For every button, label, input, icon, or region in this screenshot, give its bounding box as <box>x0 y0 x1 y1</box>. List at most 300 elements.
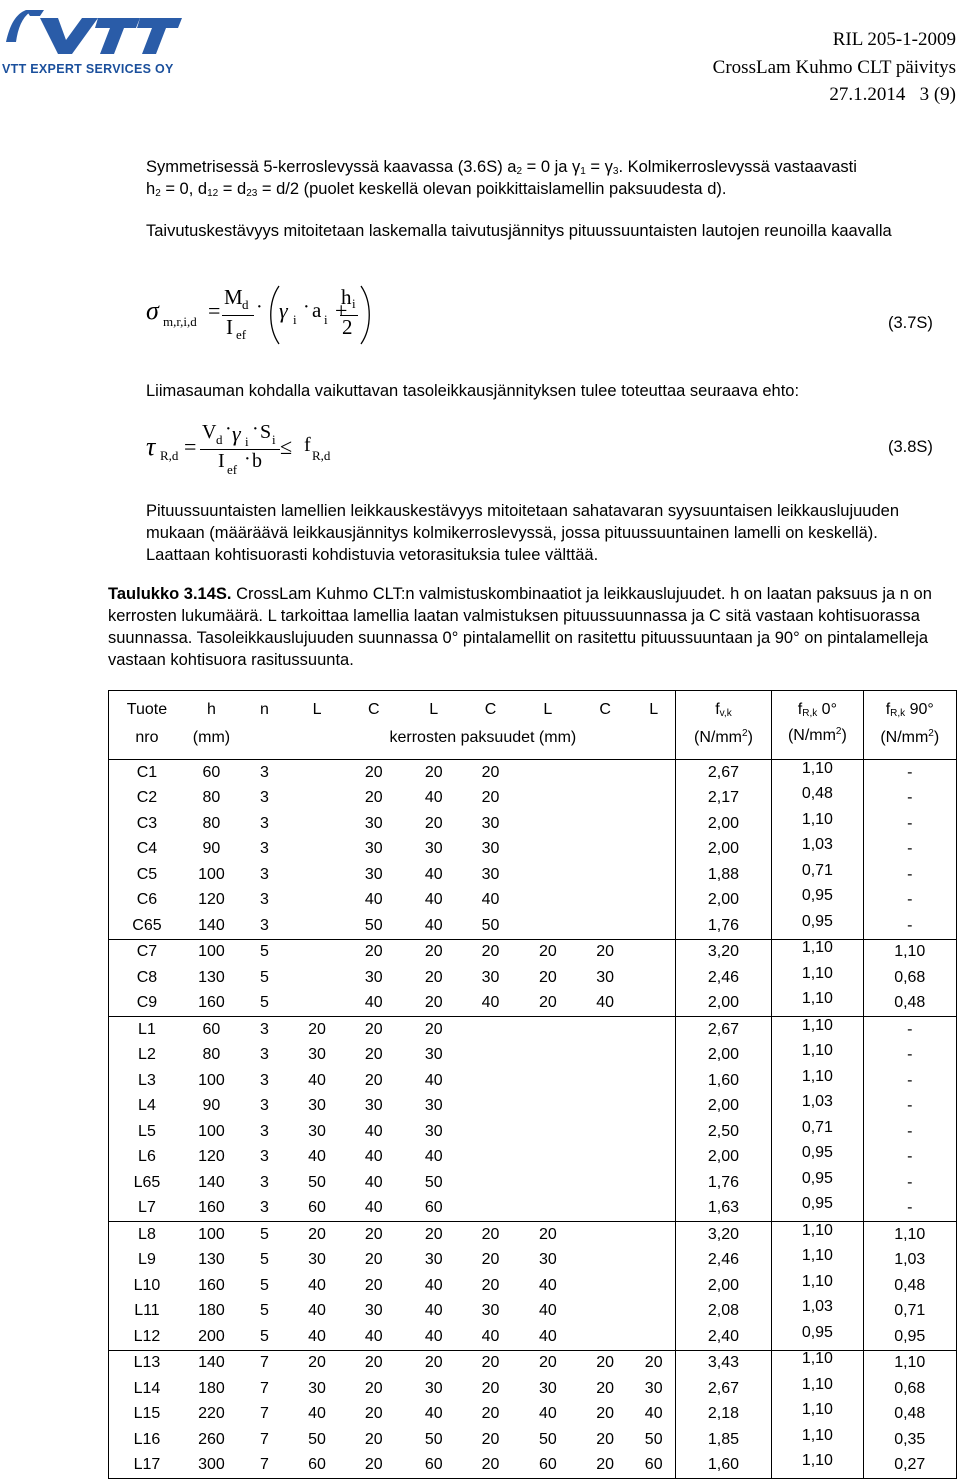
table-caption <box>108 583 948 671</box>
table-cell <box>578 1043 633 1069</box>
table-cell <box>633 1248 675 1274</box>
text: f <box>715 701 720 718</box>
th-l4: L <box>633 691 675 724</box>
vtt-logo-icon <box>0 4 190 60</box>
table-cell: L17 <box>109 1453 185 1479</box>
table-cell: 20 <box>364 763 383 781</box>
sub-ef: ef <box>227 462 238 477</box>
table-cell: 20 <box>424 968 443 986</box>
th-c3: C <box>578 691 633 724</box>
table-cell: 120 <box>198 1148 225 1166</box>
table-cell: 1,10 <box>772 1039 863 1065</box>
table-cell: 1,10 <box>772 1398 863 1424</box>
table-cell <box>633 1043 675 1069</box>
th-mm: (mm) <box>185 723 238 760</box>
date-page: 27.1.2014 3 (9) <box>829 84 956 105</box>
table-cell <box>578 1299 633 1325</box>
table-cell: 40 <box>308 1405 326 1423</box>
table-cell <box>633 888 675 914</box>
table-cell: 40 <box>364 891 383 909</box>
table-cell: 0,95 <box>863 1324 956 1350</box>
table-cell <box>633 786 675 812</box>
table-cell: 180 <box>198 1302 225 1320</box>
table-cell: 0,95 <box>772 1141 863 1167</box>
table-cell <box>633 1145 675 1171</box>
dot: · <box>244 448 251 470</box>
table-cell: 1,10 <box>772 1064 863 1090</box>
table-cell: 20 <box>364 1379 383 1397</box>
th-c1: C <box>343 691 405 724</box>
table-cell: 20 <box>364 1354 383 1372</box>
table-cell: 3,20 <box>675 1222 772 1248</box>
table-cell <box>578 760 633 786</box>
table-cell: 30 <box>538 1251 557 1269</box>
dot: · <box>225 418 232 440</box>
table-cell: 1,76 <box>675 913 772 939</box>
table-cell <box>463 1017 518 1043</box>
table-cell: 130 <box>198 968 225 986</box>
table-cell: 2,00 <box>675 837 772 863</box>
table-cell <box>291 965 343 991</box>
table-cell: L10 <box>109 1273 185 1299</box>
table-cell <box>633 939 675 965</box>
table-cell: 5 <box>260 968 269 986</box>
table-cell: 1,10 <box>863 939 956 965</box>
table-cell: C1 <box>109 760 185 786</box>
numerator-M: M <box>224 285 243 309</box>
table-cell: 140 <box>198 1173 225 1191</box>
th-unit-fr90 <box>863 723 956 760</box>
table-cell: 20 <box>481 1276 500 1294</box>
table-cell: L4 <box>109 1094 185 1120</box>
table-cell <box>578 1145 633 1171</box>
table-cell: 20 <box>481 763 500 781</box>
table-cell <box>518 1145 577 1171</box>
table-cell: 3 <box>260 1020 269 1038</box>
table-cell: 3 <box>260 789 269 807</box>
table-cell: 2,50 <box>675 1119 772 1145</box>
table-cell: 0,71 <box>863 1299 956 1325</box>
th-unit-fvk <box>675 723 772 760</box>
sub: 1 <box>580 166 586 177</box>
table-cell: 30 <box>364 968 383 986</box>
table-cell: 130 <box>198 1251 225 1269</box>
th-tuote: Tuote <box>109 691 185 724</box>
table-cell: 30 <box>481 865 500 883</box>
sub-i: i <box>293 312 297 327</box>
th-nro: nro <box>109 723 185 760</box>
table-cell: 3 <box>260 1173 269 1191</box>
table-cell: 1,10 <box>863 1222 956 1248</box>
text: (N/mm <box>787 727 836 744</box>
table-cell: 20 <box>424 1020 443 1038</box>
table-cell: 140 <box>198 1354 225 1372</box>
sigma-symbol: σ <box>146 296 159 325</box>
table-cell: L16 <box>109 1427 185 1453</box>
table-cell: 20 <box>481 1225 500 1243</box>
table-cell <box>578 811 633 837</box>
table-cell: 30 <box>424 1251 443 1269</box>
table-cell <box>633 1324 675 1350</box>
table-cell <box>463 1170 518 1196</box>
table-cell: 40 <box>405 1324 463 1350</box>
table-cell: 20 <box>308 1225 326 1243</box>
table-cell: 20 <box>596 943 615 961</box>
table-cell: 2,67 <box>675 1376 772 1402</box>
table-cell: 3 <box>260 1097 269 1115</box>
table-cell: 30 <box>424 840 443 858</box>
table-cell: 40 <box>424 789 443 807</box>
tau-symbol: τ <box>146 432 156 461</box>
table-cell: 40 <box>424 891 443 909</box>
paragraph-symmetry <box>146 156 946 200</box>
caption-text: CrossLam Kuhmo CLT:n valmistuskombinaatiot ja leikkauslujuudet. h on laatan paksuus ja n on kerrosten lukumäärä. L tarkoittaa lamellia laatan valmistuksen pituussuunnassa ja C sitä vastaan kohtisuorassa suunnassa. Tasoleikkauslujuuden suunnassa 0° pintalamellit on rasitettu pituussuuntaan ja 90° on pintalamelleja vastaan kohtisuora rasitussuunta. <box>108 585 932 669</box>
table-cell: 40 <box>538 1276 557 1294</box>
table-cell <box>633 1119 675 1145</box>
table-cell <box>578 1017 633 1043</box>
table-cell: 1,10 <box>772 987 863 1013</box>
table-cell: 30 <box>364 1302 383 1320</box>
table-cell <box>633 1273 675 1299</box>
table-cell: 40 <box>538 1405 557 1423</box>
table-cell: 1,10 <box>772 1449 863 1475</box>
table-cell: 80 <box>202 814 221 832</box>
vtt-logo <box>0 4 190 78</box>
text: f <box>885 701 891 718</box>
doc-ref: RIL 205-1-2009 <box>832 29 956 50</box>
text: ) <box>841 727 847 744</box>
table-cell: 1,10 <box>772 1244 863 1270</box>
gamma: γ <box>279 298 288 323</box>
table-cell <box>578 1170 633 1196</box>
h: h <box>341 285 352 309</box>
table-body <box>109 760 957 1479</box>
table-cell: 2,00 <box>675 1273 772 1299</box>
table-cell: 140 <box>185 913 238 939</box>
table-cell: 20 <box>644 1354 663 1372</box>
table-cell: C2 <box>109 786 185 812</box>
dot: · <box>256 296 263 318</box>
I: I <box>218 450 225 472</box>
table-cell: 60 <box>202 763 221 781</box>
table-cell: 20 <box>364 1020 383 1038</box>
table-cell: 20 <box>424 763 443 781</box>
table-cell <box>633 1222 675 1248</box>
table-cell: 20 <box>596 1430 615 1448</box>
table-cell: 1,10 <box>772 1269 863 1295</box>
document-header <box>713 26 956 109</box>
table-cell: 100 <box>198 865 225 883</box>
th-c2: C <box>463 691 518 724</box>
text: = d/2 (puolet keskellä olevan poikkittaislamellin paksuudesta d). <box>257 180 727 198</box>
table-cell: 7 <box>260 1354 269 1372</box>
table-cell: 1,10 <box>772 1372 863 1398</box>
text: h <box>146 180 156 198</box>
table-cell: 3 <box>260 891 269 909</box>
table-cell: 20 <box>463 1453 518 1479</box>
table-cell <box>578 862 633 888</box>
table-cell <box>291 913 343 939</box>
b: b <box>252 450 262 472</box>
table-cell: C9 <box>109 991 185 1017</box>
text: (N/mm <box>694 729 742 746</box>
sup: 2 <box>835 726 842 737</box>
th-layers: kerrosten paksuudet (mm) <box>291 723 675 760</box>
table-cell: - <box>863 1119 956 1145</box>
table-cell <box>633 1170 675 1196</box>
table-cell <box>518 811 577 837</box>
table-cell: 3,43 <box>675 1350 772 1376</box>
table-cell: 0,71 <box>772 858 863 884</box>
table-cell: 20 <box>481 1379 500 1397</box>
table-cell <box>633 965 675 991</box>
table-cell: 160 <box>185 991 238 1017</box>
table-cell <box>463 1145 518 1171</box>
table-cell: L2 <box>109 1043 185 1069</box>
table-cell: 1,10 <box>772 1423 863 1449</box>
sub: 2 <box>155 188 161 199</box>
table-cell: L3 <box>109 1068 185 1094</box>
table-cell: L14 <box>109 1376 185 1402</box>
table-cell: 40 <box>463 1324 518 1350</box>
gamma: γ <box>232 421 241 446</box>
table-cell <box>578 913 633 939</box>
text: = d <box>218 180 247 198</box>
sub: 3 <box>612 166 619 177</box>
S: S <box>260 421 272 443</box>
table-cell: 1,10 <box>772 756 863 782</box>
table-cell <box>633 811 675 837</box>
table-cell <box>291 760 343 786</box>
table-cell: 20 <box>364 1046 383 1064</box>
right-paren-icon <box>358 284 374 346</box>
table-cell: 20 <box>481 789 500 807</box>
table-cell: L6 <box>109 1145 185 1171</box>
table-cell: - <box>863 837 956 863</box>
table-cell: 40 <box>291 1324 343 1350</box>
table-cell: 2,00 <box>675 1043 772 1069</box>
table-cell <box>291 862 343 888</box>
table-cell: 2,17 <box>675 786 772 812</box>
table-cell: 30 <box>481 840 500 858</box>
table-cell <box>633 1196 675 1222</box>
th-n: n <box>238 691 291 724</box>
table-cell <box>291 939 343 965</box>
sub-d: d <box>216 432 223 447</box>
th-unit-fr0 <box>772 723 863 760</box>
text: = 0, d <box>160 180 208 198</box>
table-cell: - <box>863 1043 956 1069</box>
table-cell: 3 <box>238 1196 291 1222</box>
table-cell: 40 <box>343 991 405 1017</box>
sup: 2 <box>928 728 934 739</box>
equation-3-7s <box>146 282 946 352</box>
table-cell: 1,03 <box>772 1295 863 1321</box>
table-cell: 30 <box>424 1379 443 1397</box>
table-cell: - <box>863 1068 956 1094</box>
table-cell: 60 <box>518 1453 577 1479</box>
table-cell: 220 <box>198 1405 225 1423</box>
table-cell: 2,00 <box>675 1094 772 1120</box>
caption-label: Taulukko 3.14S. <box>108 585 232 603</box>
table-cell <box>518 837 577 863</box>
table-cell: 3 <box>260 1148 269 1166</box>
table-cell <box>518 1196 577 1222</box>
th-fvk <box>675 691 772 724</box>
table-cell: C3 <box>109 811 185 837</box>
table-cell: C5 <box>109 862 185 888</box>
table-cell: 0,95 <box>772 1166 863 1192</box>
table-cell: 90 <box>202 840 221 858</box>
table-cell: 40 <box>308 1302 326 1320</box>
table-cell: 40 <box>308 1071 326 1089</box>
table-cell: 60 <box>291 1196 343 1222</box>
table-cell: 30 <box>364 814 383 832</box>
text: f <box>797 701 803 718</box>
table-cell: 20 <box>424 1225 443 1243</box>
table-cell <box>291 786 343 812</box>
table-cell: 1,10 <box>772 1013 863 1039</box>
table-cell: L7 <box>109 1196 185 1222</box>
table-cell: 100 <box>198 1122 225 1140</box>
table-cell: 0,95 <box>772 884 863 910</box>
table-cell: 30 <box>481 814 500 832</box>
table-cell: 40 <box>364 1173 383 1191</box>
table-cell: 2,46 <box>675 965 772 991</box>
table-cell: 1,10 <box>863 1350 956 1376</box>
table-cell: 7 <box>260 1430 269 1448</box>
table-cell: - <box>863 913 956 939</box>
table-cell: L11 <box>109 1299 185 1325</box>
table-cell: 20 <box>308 1354 326 1372</box>
table-cell: - <box>863 786 956 812</box>
table-cell <box>578 1222 633 1248</box>
table-cell: 40 <box>364 1148 383 1166</box>
table-cell: 50 <box>308 1173 326 1191</box>
table-row <box>109 1453 957 1479</box>
table-cell: 30 <box>364 840 383 858</box>
table-cell <box>633 991 675 1017</box>
table-cell: 0,95 <box>772 1320 863 1346</box>
table-cell: 40 <box>424 1276 443 1294</box>
table-cell: 1,10 <box>772 807 863 833</box>
doc-title: CrossLam Kuhmo CLT päivitys <box>712 56 956 78</box>
fraction-line <box>200 449 280 450</box>
table-cell: - <box>863 1196 956 1222</box>
table-cell: 40 <box>424 865 443 883</box>
table-cell <box>291 991 343 1017</box>
table-cell <box>518 786 577 812</box>
table-cell: 180 <box>198 1379 225 1397</box>
table-cell: 40 <box>644 1405 663 1423</box>
table-cell: 30 <box>481 968 500 986</box>
equation-number-3-8s: (3.8S) <box>888 438 933 456</box>
table-cell: L12 <box>109 1324 185 1350</box>
table-cell: 50 <box>343 913 405 939</box>
table-cell <box>518 1094 577 1120</box>
table-cell <box>518 888 577 914</box>
table-cell: - <box>863 811 956 837</box>
table-cell: 90 <box>202 1097 221 1115</box>
table-cell <box>578 1273 633 1299</box>
table-cell <box>633 1017 675 1043</box>
table-cell: - <box>863 1094 956 1120</box>
table-cell: 5 <box>238 991 291 1017</box>
equals: = <box>208 298 221 323</box>
sub-ef: ef <box>236 327 247 342</box>
table-cell: 20 <box>343 1453 405 1479</box>
table-cell: 0,35 <box>863 1427 956 1453</box>
table-cell: 50 <box>308 1430 326 1448</box>
combination-table <box>108 690 957 1479</box>
table-cell: 1,10 <box>772 1346 863 1372</box>
table-cell: 40 <box>405 913 463 939</box>
table-cell: 160 <box>185 1196 238 1222</box>
table-cell: 2,67 <box>675 1017 772 1043</box>
sub: R,k <box>890 708 906 719</box>
table-cell: 30 <box>644 1379 663 1397</box>
denominator-I: I <box>226 315 233 339</box>
th-h: h <box>185 691 238 724</box>
sub-i: i <box>245 434 249 449</box>
table-cell <box>633 1068 675 1094</box>
table-cell <box>463 1043 518 1069</box>
table-cell: 20 <box>481 1430 500 1448</box>
table-cell: 30 <box>364 865 383 883</box>
table-cell: 260 <box>198 1430 225 1448</box>
table-cell: 1,03 <box>863 1248 956 1274</box>
table-cell <box>578 837 633 863</box>
table-cell: 40 <box>538 1302 557 1320</box>
table-cell: C4 <box>109 837 185 863</box>
table-cell: 3 <box>260 865 269 883</box>
th-l2: L <box>405 691 463 724</box>
table-cell: 60 <box>633 1453 675 1479</box>
table-cell: 50 <box>424 1173 443 1191</box>
table-cell: 20 <box>481 943 500 961</box>
text: . Kolmikerroslevyssä vastaavasti <box>618 158 857 176</box>
table-cell: 30 <box>308 1251 326 1269</box>
table-cell: 20 <box>538 968 557 986</box>
table-cell: L8 <box>109 1222 185 1248</box>
table-cell <box>291 811 343 837</box>
table-cell: 40 <box>308 1276 326 1294</box>
th-l1: L <box>291 691 343 724</box>
table-cell: 1,63 <box>675 1196 772 1222</box>
table-cell: 0,95 <box>772 1192 863 1218</box>
table-cell: 40 <box>424 1405 443 1423</box>
table-cell: 5 <box>260 943 269 961</box>
table-cell: 20 <box>578 1453 633 1479</box>
table-cell: 1,60 <box>675 1068 772 1094</box>
table-cell: 20 <box>481 1405 500 1423</box>
table-cell: 3 <box>260 1046 269 1064</box>
table-cell: 1,10 <box>772 961 863 987</box>
table-cell: 20 <box>364 1405 383 1423</box>
table-cell: 20 <box>424 814 443 832</box>
table-cell: 0,27 <box>863 1453 956 1479</box>
sub-d: d <box>242 297 249 312</box>
table-cell <box>633 760 675 786</box>
text: ) <box>747 729 753 746</box>
table-cell: 30 <box>364 1097 383 1115</box>
table-cell <box>518 1017 577 1043</box>
table-cell: - <box>863 1017 956 1043</box>
text: ) <box>933 729 940 746</box>
table-cell: 30 <box>308 1379 326 1397</box>
table-cell: L15 <box>109 1402 185 1428</box>
two: 2 <box>342 315 353 339</box>
